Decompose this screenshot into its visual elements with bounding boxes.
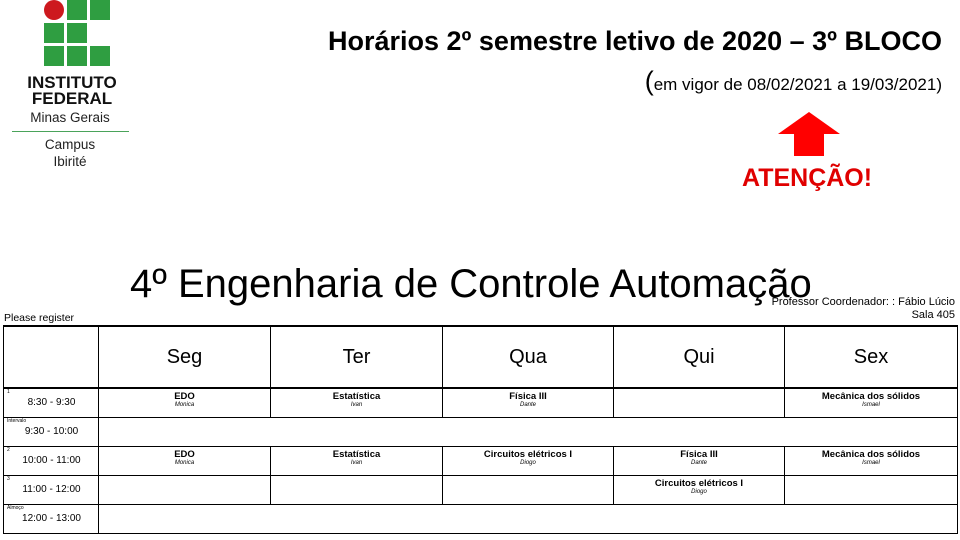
page-title: Horários 2º semestre letivo de 2020 – 3º BLOCO (328, 26, 942, 56)
subject-name: Estatística (332, 449, 381, 460)
subject-name (443, 476, 613, 479)
class-cell (271, 447, 443, 476)
time-range: 12:00 - 13:00 (22, 513, 81, 524)
class-cell (271, 476, 443, 505)
teacher-name: Monica (174, 402, 195, 408)
slot-number: 3 (7, 476, 10, 482)
class-cell (443, 388, 614, 418)
logo-institution-name (17, 75, 127, 107)
class-cell (785, 388, 958, 418)
subject-name: Mecânica dos sólidos (821, 449, 921, 460)
room-number: Sala 405 (911, 309, 955, 321)
table-row-break (4, 505, 958, 534)
time-cell (4, 476, 99, 505)
open-paren: ( (644, 66, 654, 96)
class-cell (443, 447, 614, 476)
class-cell (99, 447, 271, 476)
class-cell (614, 388, 785, 418)
class-cell (99, 476, 271, 505)
schedule-table (3, 325, 958, 534)
campus-label: Campus (44, 137, 96, 152)
logo-square (67, 46, 87, 66)
class-cell (271, 388, 443, 418)
break-cell (99, 505, 958, 534)
teacher-name: Diogo (520, 460, 536, 466)
red-up-arrow-icon (778, 112, 840, 156)
day-header-ter: Ter (271, 326, 443, 388)
table-row (4, 388, 958, 418)
teacher-name: Ismael (862, 460, 880, 466)
break-cell (99, 418, 958, 447)
subject-name (271, 476, 442, 479)
logo-state: Minas Gerais (30, 110, 110, 125)
slot-number: 1 (7, 389, 10, 395)
logo-square (67, 0, 87, 20)
subject-name: EDO (174, 449, 195, 460)
subject-name: Circuitos elétricos I (654, 478, 744, 489)
subject-name (614, 389, 784, 392)
logo-square (90, 0, 110, 20)
time-cell (4, 447, 99, 476)
slot-number: 2 (7, 447, 10, 453)
logo-red-circle (44, 0, 64, 20)
teacher-name: Dante (690, 460, 707, 466)
teacher-name: Ivan (350, 460, 363, 466)
time-range: 9:30 - 10:00 (24, 426, 79, 437)
header-corner (4, 326, 99, 388)
logo-grid-icon (44, 0, 110, 66)
subject-name (785, 476, 957, 479)
subject-name: Física III (680, 449, 718, 460)
subject-name: Física III (509, 391, 547, 402)
logo-divider (12, 131, 129, 132)
class-cell (785, 447, 958, 476)
time-range: 11:00 - 12:00 (22, 484, 81, 495)
logo-square (44, 46, 64, 66)
subject-name: Mecânica dos sólidos (821, 391, 921, 402)
day-header-sex: Sex (785, 326, 958, 388)
validity-period (645, 66, 942, 97)
slot-label: Intervalo (7, 418, 27, 424)
time-range: 8:30 - 9:30 (27, 397, 76, 408)
class-cell (785, 476, 958, 505)
subject-name: EDO (174, 391, 195, 402)
logo-campus (12, 136, 128, 170)
teacher-name: Dante (519, 402, 536, 408)
schedule-header-row (4, 326, 958, 388)
class-cell (614, 476, 785, 505)
subject-name: Estatística (332, 391, 381, 402)
day-header-qua: Qua (443, 326, 614, 388)
teacher-name: Diogo (691, 489, 707, 495)
coordinator-name: Professor Coordenador: : Fábio Lúcio (771, 296, 955, 308)
logo-square (67, 23, 87, 43)
teacher-name: Ivan (350, 402, 363, 408)
attention-label: ATENÇÃO! (742, 164, 873, 192)
table-row-break (4, 418, 958, 447)
teacher-name: Monica (174, 460, 195, 466)
subject-name (99, 476, 270, 479)
time-range: 10:00 - 11:00 (22, 455, 81, 466)
table-row (4, 447, 958, 476)
logo-line-2: FEDERAL (31, 89, 113, 108)
time-cell (4, 418, 99, 447)
slot-label: Almoço (7, 505, 24, 511)
subject-name: Circuitos elétricos I (483, 449, 573, 460)
logo-square (44, 23, 64, 43)
table-row (4, 476, 958, 505)
class-cell (443, 476, 614, 505)
time-cell (4, 505, 99, 534)
logo-line-1: INSTITUTO (27, 73, 117, 92)
class-cell (99, 388, 271, 418)
coordinator-info (772, 296, 955, 322)
campus-name: Ibirité (53, 154, 87, 169)
time-cell (4, 388, 99, 418)
validity-text: em vigor de 08/02/2021 a 19/03/2021) (653, 75, 942, 94)
teacher-name: Ismael (862, 402, 880, 408)
day-header-seg: Seg (99, 326, 271, 388)
course-title: 4º Engenharia de Controle Automação (130, 262, 812, 306)
register-note: Please register (4, 312, 75, 324)
day-header-qui: Qui (614, 326, 785, 388)
class-cell (614, 447, 785, 476)
logo-square (90, 46, 110, 66)
